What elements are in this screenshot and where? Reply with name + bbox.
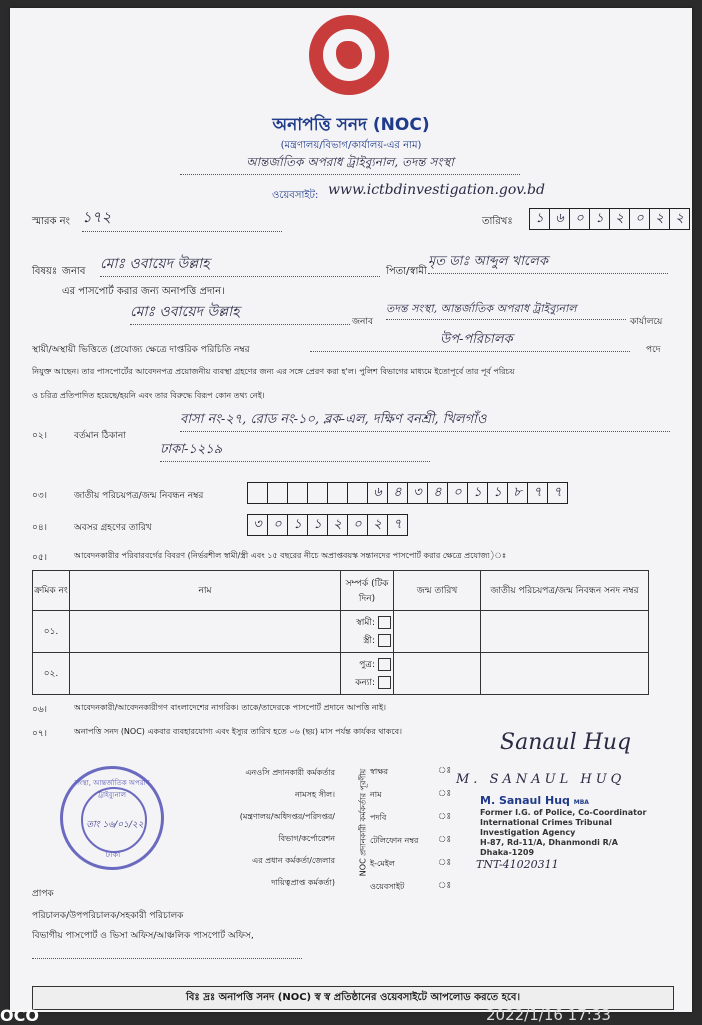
- address-label: বর্তমান ঠিকানা: [74, 431, 126, 441]
- website-value: www.ictbdinvestigation.gov.bd: [328, 182, 545, 198]
- applicant-office: তদন্ত সংস্থা, আন্তর্জাতিক অপরাধ ট্রাইব্যুনাল: [386, 300, 626, 320]
- family-table: [32, 570, 649, 695]
- office-suffix: কার্যালয়ে: [630, 317, 663, 327]
- subject-line5: ও চরিত্র প্রতিপাদিত হয়েছে/হয়নি এবং তার বিরুদ্ধে বিরূপ কোন তথ্য নেই।: [32, 391, 265, 400]
- footer-note: বিঃ দ্রঃ অনাপত্তি সনদ (NOC) স্ব স্ব প্রতিষ্ঠানের ওয়েবসাইটে আপলোড করতে হবে।: [32, 986, 674, 1010]
- vertical-note: NOC প্রদানকারী কর্মকর্তার পূরণীয়: [358, 768, 368, 877]
- noc-document: অনাপত্তি সনদ (NOC) (মন্ত্রণালয়/বিভাগ/কার্যালয়-এর নাম) আন্তর্জাতিক অপরাধ ট্রাইব্যুনাল, তদন্ত সংস্থা ওয়েবসাইট: www.ictbdinvestigation.gov.bd স্মারক নং ১৭২ তারিখঃ ১ ৬ ০ ১ ২ ০ ২ ২ বিষয়ঃ জনাব মোঃ ওবায়েদ উল্লাহ পিতা/স্বামী মৃত ডাঃ আব্দুল খালেক এর পাসপোর্ট করার জন্য অনাপত্তি প্রদান। মোঃ ওবায়েদ উল্লাহ জনাব তদন্ত সংস্থা, আন্তর্জাতিক অপরাধ ট্রাইব্যুনাল কার্যালয়ে স্থায়ী/অস্থায়ী ভিত্তিতে (প্রযোজ্য ক্ষেত্রে দাপ্তরিক পরিচিতি নম্বর উপ-পরিচালক পদে নিযুক্ত আছেন। তার পাসপোর্টের আবেদনপত্র প্রয়োজনীয় ব্যবস্থা গ্রহণের জন্য এর সঙ্গে প্রেরণ করা হ'ল। পুলিশ বিভাগের মাধ্যমে ইতোপূর্বে তার পূর্ব পরিচয় ও চরিত্র প্রতিপাদিত হয়েছে/হয়নি এবং তার বিরুদ্ধে বিরূপ কোন তথ্য নেই। ০২। বর্তমান ঠিকানা বাসা নং-২৭, রোড নং-১০, ব্লক-এল, দক্ষিণ বনশ্রী, খিলগাঁও ঢাকা-১২১৯ ০৩। জাতীয় পরিচয়পত্র/জন্ম নিবন্ধন নম্বর ৬ ৪ ৩ ৪ ০ ১ ১ ৮ ৭ ৭ ০৪। অবসর গ্রহণের তারিখ ৩ ০ ১ ১ ২ ০ ২ ৭ ০৫। আবেদনকারীর পরিবারবর্গের বিবরণ (নির্ভরশীল স্বামী/স্ত্রী এবং ১৫ বছরের নীচে অপ্রাপ্তবয়স্ক সন্তানদের পাসপোর্ট করার ক্ষেত্রে প্রযোজ্য)ঃ ক্রমিক নং নাম সম্পর্ক (টিক দিন) জন্ম তারিখ জাতীয় পরিচয়পত্র/জন্ম নিবন্ধন সনদ নম্বর ০১. স্বামী: স্ত্রী: ০২. পুত্র: কন্যা: ০৬। আবেদনকারী/আবেদনকারীগণ বাংলাদেশের নাগরিক। তাকে/তাদেরকে পাসপোর্ট প্রদানে আপত্তি নাই। ০৭। অনাপত্তি সনদ (NOC) একবার ব্যবহারযোগ্য এবং ইস্যুর তারিখ হতে ০৬ (ছয়) মাস পর্যন্ত কার্যকর থাকবে। এনওসি প্রদানকারী কর্মকর্তার নামসহ সীল। (মন্ত্রণালয়/অধিদপ্তর/পরিদপ্তর/ বিভাগ/কর্পোরেশন এর প্রধান কর্মকর্তা/জেলার দায়িত্বপ্রাপ্ত কর্মকর্তা) NOC প্রদানকারী কর্মকর্তার পূরণীয় স্বাক্ষর নাম পদবি টেলিফোন নম্বর ই-মেইল ওয়েবসাইট ঃ ঃ ঃ ঃ ঃ ঃ Sanaul Huq M. SANAUL HUQ M. Sanaul Huq MBA Former I.G. of Police, Co-Coordinator International Crimes Tribunal Investigation Agency H-87, Rd-11/A, Dhanmondi R/A Dhaka-1209 TNT-41020311 সংস্থা, আন্তর্জাতিক অপরাধ ট্রাইব্যুনাল তাং ১৬/০১/২২ ঢাকা প্রাপক পরিচালক/উপপরিচালক/সহকারী পরিচালক বিভাগীয় পাসপোর্ট ও ভিসা অফিস/আঞ্চলিক পাসপোর্ট অফিস, বিঃ দ্রঃ অনাপত্তি সনদ (NOC) স্ব স্ব প্রতিষ্ঠানের ওয়েবসাইটে আপলোড করতে হবে।: [10, 8, 692, 1012]
- document-title: অনাপত্তি সনদ (NOC): [272, 115, 430, 135]
- photo-timestamp: 2022/1/16 17:33: [486, 1006, 611, 1024]
- officer-stamp-name: M. Sanaul Huq MBA: [480, 794, 589, 807]
- signature: Sanaul Huq: [500, 730, 632, 755]
- family-label: আবেদনকারীর পরিবারবর্গের বিবরণ (নির্ভরশীল স্বামী/স্ত্রী এবং ১৫ বছরের নীচে অপ্রাপ্তবয়স্ক সন্তানদের পাসপোর্ট করার ক্ষেত্রে প্রযোজ্য)ঃ: [74, 551, 507, 560]
- subject-mr: জনাব: [62, 266, 86, 277]
- office-name: আন্তর্জাতিক অপরাধ ট্রাইব্যুনাল, তদন্ত সংস্থা: [180, 154, 520, 175]
- document-subtitle: (মন্ত্রণালয়/বিভাগ/কার্যালয়-এর নাম): [280, 140, 422, 151]
- citizenship-statement: আবেদনকারী/আবেদনকারীগণ বাংলাদেশের নাগরিক। তাকে/তাদেরকে পাসপোর্ট প্রদানে আপত্তি নাই।: [74, 703, 387, 712]
- checkbox-husband[interactable]: [378, 616, 391, 629]
- validity-statement: অনাপত্তি সনদ (NOC) একবার ব্যবহারযোগ্য এবং ইস্যুর তারিখ হতে ০৬ (ছয়) মাস পর্যন্ত কার্যকর থাকবে।: [74, 727, 402, 736]
- government-seal: [309, 15, 389, 95]
- date-label: তারিখঃ: [482, 216, 513, 227]
- date-boxes: ১ ৬ ০ ১ ২ ০ ২ ২: [530, 208, 690, 230]
- camera-brand: OCO: [0, 1006, 39, 1025]
- retirement-boxes: ৩ ০ ১ ১ ২ ০ ২ ৭: [248, 514, 408, 536]
- col-dob: জন্ম তারিখ: [394, 571, 481, 611]
- address-line2: ঢাকা-১২১৯: [160, 440, 430, 462]
- checkbox-son[interactable]: [378, 658, 391, 671]
- table-row: ০২. পুত্র: কন্যা:: [33, 653, 649, 695]
- subject-label: বিষয়ঃ: [32, 266, 58, 277]
- father-name: মৃত ডাঃ আব্দুল খালেক: [428, 252, 668, 274]
- father-label: পিতা/স্বামী: [386, 266, 427, 277]
- item-06-no: ০৬।: [32, 705, 47, 715]
- address-line1: বাসা নং-২৭, রোড নং-১০, ব্লক-এল, দক্ষিণ বনশ্রী, খিলগাঁও: [180, 410, 670, 432]
- item-02-no: ০২।: [32, 431, 47, 441]
- item-05-no: ০৫।: [32, 553, 47, 563]
- signature-labels: স্বাক্ষর নাম পদবি টেলিফোন নম্বর ই-মেইল ওয়েবসাইট: [370, 767, 419, 891]
- post-suffix: পদে: [646, 345, 661, 355]
- bangladesh-map-icon: [336, 41, 362, 69]
- nid-label: জাতীয় পরিচয়পত্র/জন্ম নিবন্ধন নম্বর: [74, 491, 204, 501]
- col-serial: ক্রমিক নং: [33, 571, 70, 611]
- item-04-no: ০৪।: [32, 523, 47, 533]
- officer-stamp-details: Former I.G. of Police, Co-Coordinator International Crimes Tribunal Investigation Agency H-87, Rd-11/A, Dhanmondi R/A Dhaka-1209: [480, 808, 647, 857]
- item-07-no: ০৭।: [32, 729, 47, 739]
- ref-label: স্মারক নং: [32, 216, 70, 227]
- subject-line3: স্থায়ী/অস্থায়ী ভিত্তিতে (প্রযোজ্য ক্ষেত্রে দাপ্তরিক পরিচিতি নম্বর: [32, 345, 250, 355]
- recipient-line1: পরিচালক/উপপরিচালক/সহকারী পরিচালক: [32, 911, 184, 921]
- written-name: M. SANAUL HUQ: [456, 772, 626, 787]
- subject-line4: নিযুক্ত আছেন। তার পাসপোর্টের আবেদনপত্র প্রয়োজনীয় ব্যবস্থা গ্রহণের জন্য এর সঙ্গে প্রেরণ করা হ'ল। পুলিশ বিভাগের মাধ্যমে ইতোপূর্বে তার পূর্ব পরিচয়: [32, 367, 515, 376]
- website-label: ওয়েবসাইট:: [272, 190, 319, 201]
- issuer-instructions: এনওসি প্রদানকারী কর্মকর্তার নামসহ সীল। (মন্ত্রণালয়/অধিদপ্তর/পরিদপ্তর/ বিভাগ/কর্পোরেশন এর প্রধান কর্মকর্তা/জেলার দায়িত্বপ্রাপ্ত কর্মকর্তা): [239, 768, 335, 887]
- applicant-name: মোঃ ওবায়েদ উল্লাহ: [100, 252, 380, 277]
- phone-value: TNT-41020311: [476, 858, 559, 871]
- official-stamp: সংস্থা, আন্তর্জাতিক অপরাধ ট্রাইব্যুনাল তাং ১৬/০১/২২ ঢাকা: [60, 766, 164, 870]
- subject-line2: এর পাসপোর্ট করার জন্য অনাপত্তি প্রদান।: [62, 286, 225, 297]
- ref-number: ১৭২: [82, 206, 282, 232]
- col-relation: সম্পর্ক (টিক দিন): [341, 571, 394, 611]
- table-row: ০১. স্বামী: স্ত্রী:: [33, 611, 649, 653]
- recipient-line2: বিভাগীয় পাসপোর্ট ও ভিসা অফিস/আঞ্চলিক পাসপোর্ট অফিস,: [32, 931, 254, 941]
- applicant-name-2: মোঃ ওবায়েদ উল্লাহ: [130, 300, 350, 325]
- item-03-no: ০৩।: [32, 491, 47, 501]
- retirement-label: অবসর গ্রহণের তারিখ: [74, 523, 152, 533]
- designation: উপ-পরিচালক: [310, 330, 630, 352]
- recipient-label: প্রাপক: [32, 889, 54, 899]
- checkbox-daughter[interactable]: [378, 676, 391, 689]
- col-nid: জাতীয় পরিচয়পত্র/জন্ম নিবন্ধন সনদ নম্বর: [481, 571, 649, 611]
- col-name: নাম: [70, 571, 341, 611]
- nid-boxes: ৬ ৪ ৩ ৪ ০ ১ ১ ৮ ৭ ৭: [248, 482, 568, 504]
- checkbox-wife[interactable]: [378, 634, 391, 647]
